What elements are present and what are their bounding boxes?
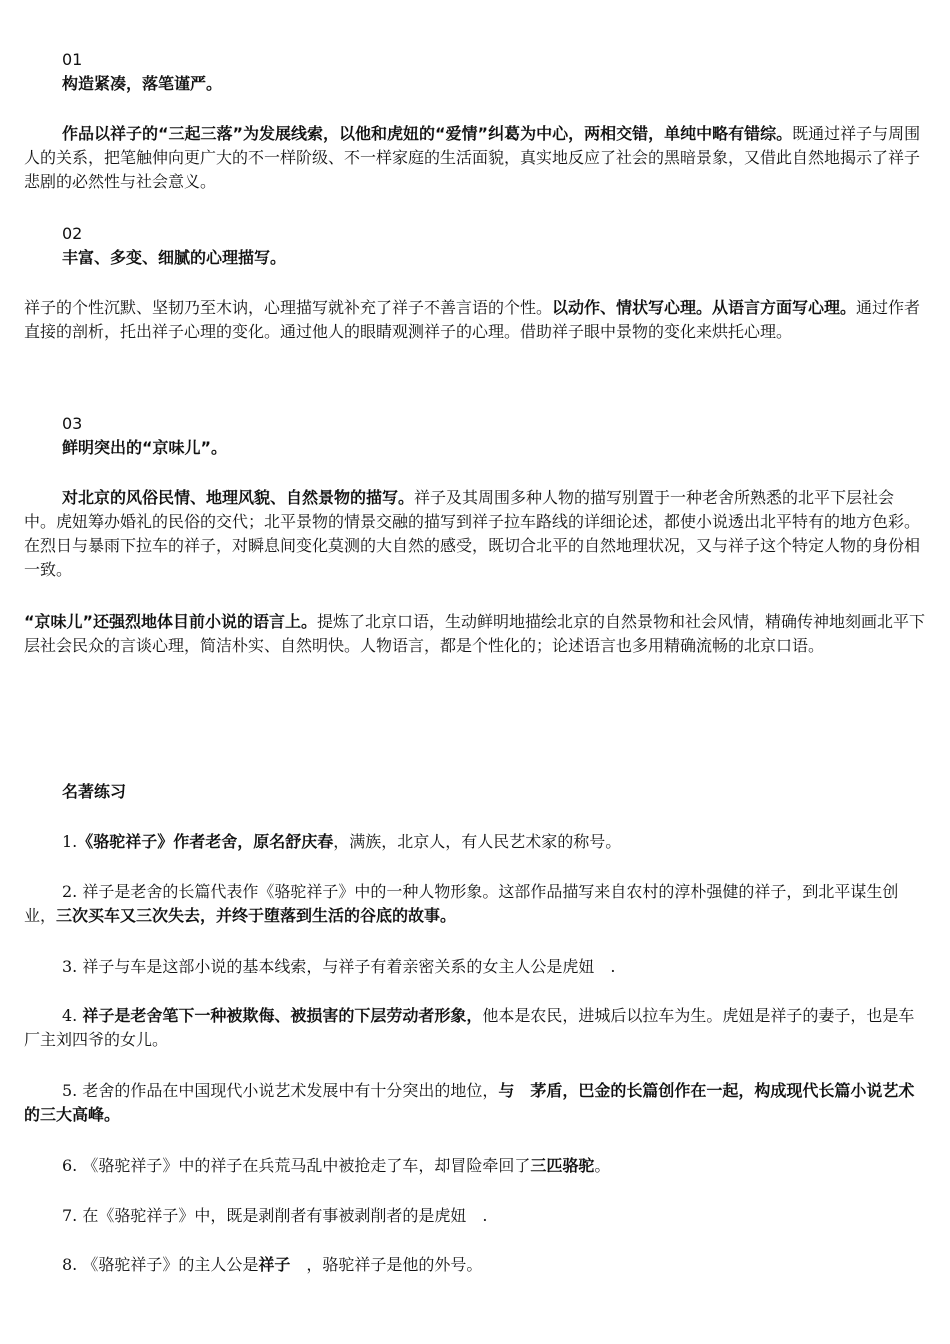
practice-item: 8. 《骆驼祥子》的主人公是祥子 ，骆驼祥子是他的外号。 — [62, 1255, 483, 1274]
section-paragraph: 作品以祥子的“三起三落”为发展线索，以他和虎妞的“爱情”纠葛为中心，两相交错，单纯中略有错综。既通过祥子与周围人的关系，把笔触伸向更广大的不一样阶级、不一样家庭的生活面貌，真实地反应了社会的黑暗景象，又借此自然地揭示了祥子悲剧的必然性与社会意义。 — [24, 124, 921, 191]
section-title: 鲜明突出的“京味儿”。 — [62, 438, 228, 457]
section-paragraph: 对北京的风俗民情、地理风貌、自然景物的描写。祥子及其周围多种人物的描写别置于一种老舍所熟悉的北平下层社会中。虎妞筹办婚礼的民俗的交代；北平景物的情景交融的描写到祥子拉车路线的详细论述，都使小说透出北平特有的地方色彩。在烈日与暴雨下拉车的祥子，对瞬息间变化莫测的大自然的感受，既切合北平的自然地理状况，又与祥子这个特定人物的身份相一致。 — [24, 488, 921, 579]
section-number: 02 — [62, 224, 83, 243]
practice-item: 5. 老舍的作品在中国现代小说艺术发展中有十分突出的地位，与 茅盾，巴金的长篇创作在一起，构成现代长篇小说艺术的三大高峰。 — [24, 1081, 915, 1124]
practice-item: 2. 祥子是老舍的长篇代表作《骆驼祥子》中的一种人物形象。这部作品描写来自农村的淳朴强健的祥子，到北平谋生创业，三次买车又三次失去，并终于堕落到生活的谷底的故事。 — [24, 882, 899, 925]
practice-item: 4. 祥子是老舍笔下一种被欺侮、被损害的下层劳动者形象，他本是农民，进城后以拉车为生。虎妞是祥子的妻子，也是车厂主刘四爷的女儿。 — [24, 1006, 915, 1049]
practice-item: 1.《骆驼祥子》作者老舍，原名舒庆春，满族，北京人，有人民艺术家的称号。 — [62, 832, 622, 851]
practice-item: 7. 在《骆驼祥子》中，既是剥削者有事被剥削者的是虎妞 . — [62, 1206, 488, 1225]
section-paragraph: 祥子的个性沉默、坚韧乃至木讷，心理描写就补充了祥子不善言语的个性。以动作、情状写心理。从语言方面写心理。通过作者直接的剖析，托出祥子心理的变化。通过他人的眼睛观测祥子的心理。借助祥子眼中景物的变化来烘托心理。 — [24, 298, 921, 341]
section-paragraph: “京味儿”还强烈地体目前小说的语言上。提炼了北京口语，生动鲜明地描绘北京的自然景物和社会风情，精确传神地刻画北平下层社会民众的言谈心理，简洁朴实、自然明快。人物语言，都是个性化的；论述语言也多用精确流畅的北京口语。 — [24, 612, 926, 655]
practice-heading: 名著练习 — [62, 782, 127, 801]
practice-item: 6. 《骆驼祥子》中的祥子在兵荒马乱中被抢走了车，却冒险牵回了三匹骆驼。 — [62, 1156, 611, 1175]
section-number: 03 — [62, 414, 83, 433]
section-title: 丰富、多变、细腻的心理描写。 — [62, 248, 287, 267]
practice-item: 3. 祥子与车是这部小说的基本线索，与祥子有着亲密关系的女主人公是虎妞 . — [62, 957, 616, 976]
section-title: 构造紧凑，落笔谨严。 — [62, 74, 223, 93]
section-number: 01 — [62, 50, 83, 69]
